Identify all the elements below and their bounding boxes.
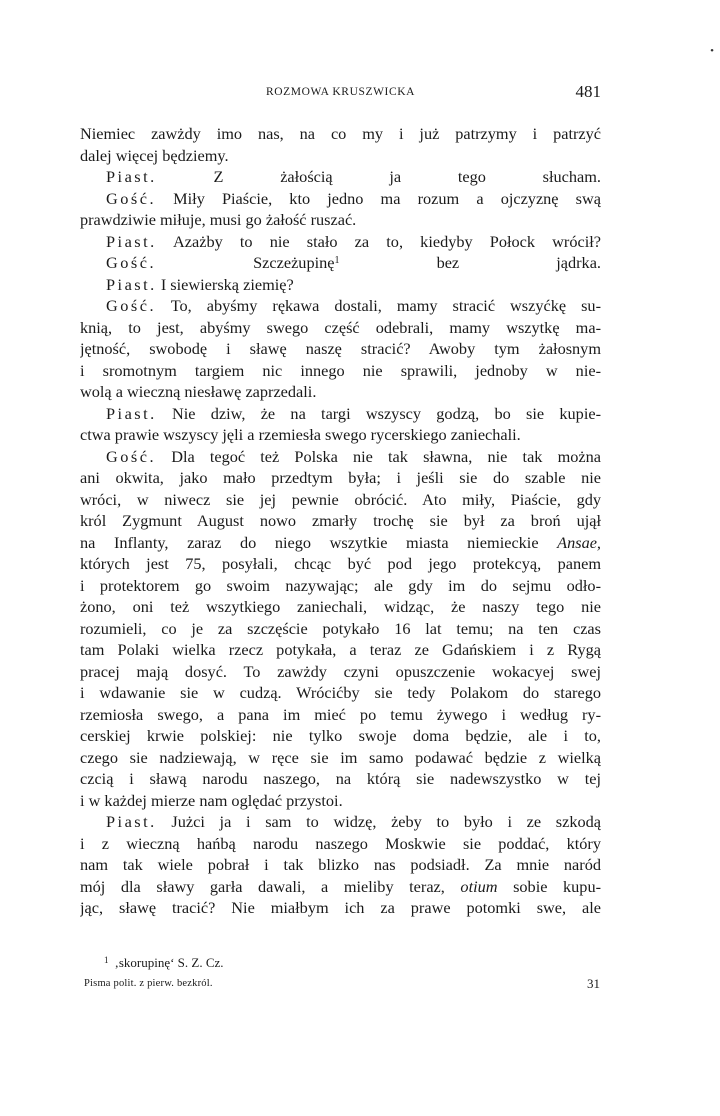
text-line [80, 596, 601, 618]
speaker-name: Gość. [106, 188, 157, 208]
line-text: Miły Piaście, kto jedno ma rozum a ojczyznę swą [156, 188, 601, 208]
line-text: król Zygmunt August nowo zmarły trochę sie był za broń ujął [80, 511, 601, 530]
speaker-name: Piast. [106, 274, 157, 294]
line-text: wolą a wieczną niesławę zaprzedali. [80, 382, 317, 401]
speaker-name: Gość. [106, 296, 157, 315]
text-line [80, 725, 601, 747]
line-text: Azażby to nie stało za to, kiedyby Połock wrócił? [156, 231, 601, 251]
body-text [80, 123, 601, 919]
text-line [80, 403, 601, 425]
speaker-name: Piast. [106, 812, 157, 831]
text-line [80, 704, 601, 726]
line-text-continued: bez jądrka. [339, 253, 601, 272]
text-line [80, 209, 601, 231]
page-header [80, 82, 601, 104]
line-text: ctwa prawie wszyscy jęli a rzemiesła swego rycerskiego zaniechali. [80, 425, 521, 444]
text-line [80, 532, 601, 554]
text-line [80, 790, 601, 812]
text-line [80, 682, 601, 704]
text-line [80, 166, 601, 188]
text-line [80, 295, 601, 317]
line-text: Z żałością ja tego słucham. [156, 167, 601, 186]
line-text: Szczeżupinę [156, 253, 335, 272]
text-line [80, 446, 601, 468]
text-line [80, 381, 601, 403]
text-line [80, 231, 601, 253]
line-text: czego sie nadziewają, w ręce sie im samo podawać będzie z wielką [80, 747, 601, 767]
line-text: mój dla sławy garła dawali, a mieliby teraz, [80, 876, 461, 896]
footnote-mark: 1 [104, 955, 109, 965]
line-text: i wdawanie sie w cudzą. Wrócićby sie tedy Polakom do starego [80, 683, 601, 702]
running-head: ROZMOWA KRUSZWICKA [265, 86, 416, 98]
line-text: których jest 75, posyłali, chcąc być pod jego protekcyą, panem [80, 554, 601, 573]
text-line [80, 274, 601, 296]
text-line [80, 747, 601, 769]
line-text: jąc, sławę tracić? Nie miałbym ich za prawe potomki swe, ale [80, 898, 601, 917]
text-line [80, 338, 601, 360]
text-line [80, 360, 601, 382]
line-text: dalej więcej będziemy. [80, 145, 229, 165]
line-text: Jużci ja i sam to widzę, żeby to było i ze szkodą [156, 812, 601, 831]
line-text: cerskiej krwie polskiej: nie tylko swoje doma będzie, ale i to, [80, 726, 601, 745]
text-line [80, 553, 601, 575]
line-text: Dla tegoć też Polska nie tak sławna, nie tak można [156, 446, 601, 466]
text-line [80, 424, 601, 446]
line-text: nam tak wiele pobrał i tak blizko nas podsiadł. Za mnie naród [80, 855, 601, 874]
italic-text: Ansae, [557, 532, 601, 552]
line-text: pracej mają dosyć. To zawżdy czyni opuszczenie wokacyej swej [80, 661, 601, 681]
speaker-name: Gość. [106, 253, 157, 272]
line-text: i z wieczną hańbą narodu naszego Moskwie sie poddać, który [80, 833, 601, 853]
text-line [80, 639, 601, 661]
text-line [80, 123, 601, 145]
speaker-name: Gość. [106, 446, 157, 466]
text-line [80, 876, 601, 898]
footnote [104, 955, 224, 971]
line-text: wróci, w niwecz sie jej pewnie obrócić. Ato miły, Piaście, gdy [80, 489, 601, 509]
text-line [80, 768, 601, 790]
text-line [80, 510, 601, 532]
text-line [80, 661, 601, 683]
text-line [80, 252, 601, 274]
line-text: Niemiec zawżdy imo nas, na co my i już patrzymy i patrzyć [80, 124, 601, 143]
signature-text: Pisma polit. z pierw. bezkról. [84, 978, 213, 989]
margin-mark: • [710, 45, 714, 57]
line-text: Nie dziw, że na targi wszyscy godzą, bo sie kupie- [156, 403, 601, 423]
text-line [80, 575, 601, 597]
text-line [80, 317, 601, 339]
speaker-name: Piast. [106, 167, 157, 186]
footnote-reference: 1 [334, 255, 340, 266]
line-text: czcią i sławą narodu naszego, na którą sie nadewszystko w tej [80, 769, 601, 788]
line-text: i w każdej mierze nam oględać przystoi. [80, 790, 343, 810]
text-line [80, 188, 601, 210]
signature-number: 31 [587, 976, 600, 991]
text-line [80, 854, 601, 876]
italic-text: otium [460, 876, 498, 896]
text-line [80, 467, 601, 489]
speaker-name: Piast. [106, 231, 157, 251]
line-text: prawdziwie miłuje, musi go żałość ruszać. [80, 210, 357, 229]
text-line [80, 811, 601, 833]
text-line [80, 489, 601, 511]
text-line [80, 618, 601, 640]
line-text: na Inflanty, zaraz do niego wszytkie miasta niemieckie [80, 532, 558, 552]
speaker-name: Piast. [106, 403, 157, 423]
line-text: I siewierską ziemię? [156, 274, 294, 294]
line-text: rzemiosła swego, a pana im mieć po temu żywego i według ry- [80, 704, 601, 724]
text-line [80, 145, 601, 167]
line-text: żono, oni też wszytkiego zaniechali, widząc, że naszy tego nie [80, 597, 601, 616]
line-text: i sromotnym targiem nic innego nie sprawili, jednoby w nie- [80, 360, 601, 380]
page-number: 481 [575, 82, 601, 101]
line-text: knią, to jest, abyśmy swego część odebrali, mamy wszytkę ma- [80, 317, 601, 337]
footnote-text: ‚skorupinę‘ S. Z. Cz. [114, 955, 224, 970]
line-text: jętność, swobodę i sławę naszę stracić? Awoby tym żałosnym [80, 339, 601, 358]
text-line [80, 897, 601, 919]
line-text: To, abyśmy rękawa dostali, mamy stracić wszyćkę su- [156, 296, 601, 315]
line-text: rozumieli, co je za szczęście potykało 16 lat temu; na ten czas [80, 618, 601, 638]
line-text: tam Polaki wielka rzecz potykała, a teraz ze Gdańskiem i z Rygą [80, 640, 601, 659]
line-text-continued: sobie kupu- [497, 876, 601, 896]
text-line [80, 833, 601, 855]
line-text: i protektorem go swoim nazywając; ale gdy im do sejmu odło- [80, 575, 601, 595]
line-text: ani okwita, jako mało przedtym była; i jeśli sie do szable nie [80, 468, 601, 487]
